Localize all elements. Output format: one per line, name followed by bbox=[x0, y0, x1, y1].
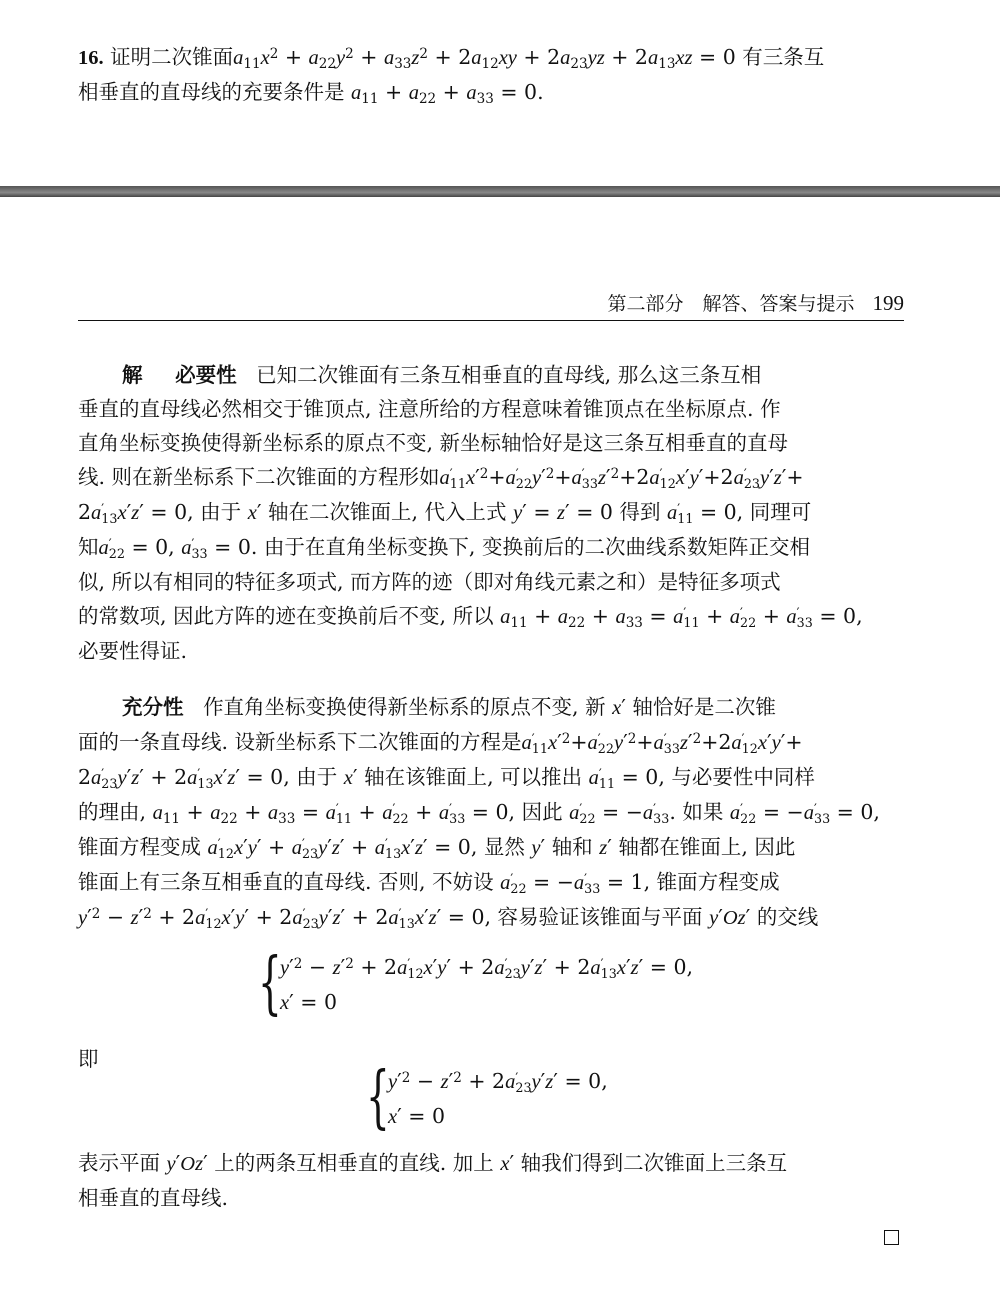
header-title: 第二部分 解答、答案与提示 bbox=[607, 293, 855, 315]
necessity-label: 必要性 bbox=[175, 363, 237, 387]
page-divider bbox=[0, 186, 1000, 197]
problem-line-1: 16. 证明二次锥面$a_{11}x^2 + a_{22}y^2 + a_{33}z^2 + 2a_{12}xy + 2a_{23}yz + 2a_{13}xz = 0$ 有三条互 bbox=[78, 45, 825, 73]
solution-label: 解 bbox=[122, 363, 143, 387]
problem-number: 16. bbox=[78, 47, 104, 69]
sufficiency-paragraph: 充分性 作直角坐标变换使得新坐标系的原点不变, 新 x′ 轴恰好是二次锥 面的一条直母线. 设新坐标系下二次锥面的方程是a ′ 11 $x'^2+a$ ′ 22 $y'^2+a$ ′ 33 $z'^2+2a$ ′ 12 x′y′+ 2a ′ 23 y′z′ + 2a ′ 13 x′z′ = 0, 由于 x′ 轴在该锥面上, 可以推出 a ′ 11 = 0, 与必要性中同样 的理由, $a_{11} + a_{22} + a_{33} = a$ ′ 11 + a ′ 22 + a ′ 33 = 0, 因此 a ′ 22 = −a ′ 33 . 如果 a ′ 22 = −a ′ 33 = 0, 锥面方程变成 a ′ 12 x′y′ + a ′ 23 y′z′ + a ′ 13 x′z′ = 0, 显然 y′ 轴和 z′ 轴都在锥面上, 因此 锥面上有三条互相垂直的直母线. 否则, 不妨设 a ′ 22 = −a ′ 33 = 1, 锥面方程变成 $y'^2 - z'^2 + 2a$ ′ 12 x′y′ + 2a ′ 23 y′z′ + 2a ′ 13 x′z′ = 0, 容易验证该锥面与平面 y′Oz′ 的交线 bbox=[78, 695, 880, 932]
sufficiency-label: 充分性 bbox=[122, 695, 184, 719]
qed-box bbox=[884, 1230, 899, 1245]
page-header bbox=[78, 286, 904, 321]
page-number: 199 bbox=[872, 291, 904, 315]
conclusion-paragraph: 表示平面 y′Oz′ 上的两条互相垂直的直线. 加上 x′ 轴我们得到二次锥面上三条互 相垂直的直母线. bbox=[78, 1151, 788, 1210]
ji-label: 即 bbox=[78, 1047, 99, 1071]
header-right bbox=[607, 286, 904, 321]
problem-line-2: 相垂直的直母线的充要条件是 $a_{11} + a_{22} + a_{33} = 0$. bbox=[78, 80, 544, 108]
problem-statement bbox=[78, 40, 904, 110]
necessity-paragraph: 解 必要性 已知二次锥面有三条互相垂直的直母线, 那么这三条互相 垂直的直母线必然相交于锥顶点, 注意所给的方程意味着锥顶点在坐标原点. 作 直角坐标变换使得新坐标系的原点不变, 新坐标轴恰好是这三条互相垂直的直母 线. 则在新坐标系下二次锥面的方程形如a ′ 11 $x'^2+a$ ′ 22 $y'^2+a$ ′ 33 $z'^2+2a$ ′ 12 x′y′+2a ′ 23 y′z′+ 2a ′ 13 x′z′ = 0, 由于 x′ 轴在二次锥面上, 代入上式 y′ = z′ = 0 得到 a ′ 11 = 0, 同理可 知a ′ 22 = 0, a ′ 33 = 0. 由于在直角坐标变换下, 变换前后的二次曲线系数矩阵正交相 似, 所以有相同的特征多项式, 而方阵的迹（即对角线元素之和）是特征多项式 的常数项, 因此方阵的迹在变换前后不变, 所以 $a_{11} + a_{22} + a_{33} = a$ ′ 11 + a ′ 22 + a ′ 33 = 0, 必要性得证. bbox=[78, 363, 863, 663]
